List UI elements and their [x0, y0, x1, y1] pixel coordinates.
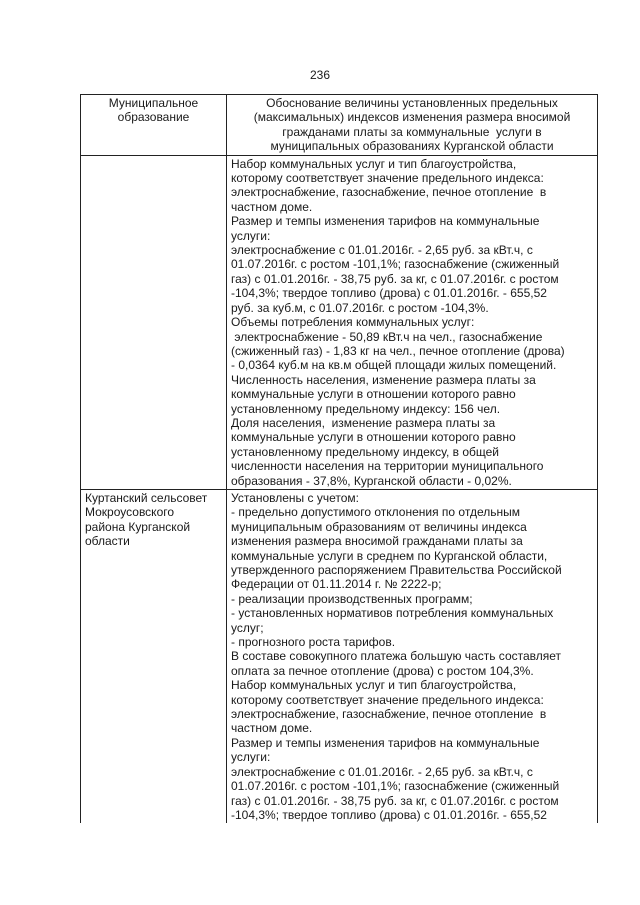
text-line: Установлены с учетом:: [231, 490, 359, 505]
text-line: коммунальные услуги в отношении которого равно: [231, 430, 516, 445]
row2-municipality: [81, 489, 227, 823]
text-line: электроснабжение, газоснабжение, печное отопление в: [231, 185, 547, 200]
text-line: изменения размера вносимой гражданами платы за: [231, 534, 523, 549]
municipality-line: области: [85, 534, 130, 549]
text-line: - установленных нормативов потребления коммунальных: [231, 606, 554, 621]
text-line: Размер и темпы изменения тарифов на коммунальные: [231, 735, 540, 750]
header-line: муниципальных образованиях Курганской области: [270, 139, 554, 154]
text-line: (сжиженный газ) - 1,83 кг на чел., печное отопление (дрова): [231, 343, 565, 358]
municipality-line: района Курганской: [85, 519, 191, 534]
text-line: численности населения на территории муниципального: [231, 459, 544, 474]
text-line: установленному предельному индексу, в общей: [231, 444, 499, 459]
text-line: образования - 37,8%, Курганской области - 0,02%.: [231, 473, 512, 488]
text-line: 01.07.2016г. с ростом -101,1%; газоснабжение (сжиженный: [231, 257, 560, 272]
text-line: 01.07.2016г. с ростом -101,1%; газоснабжение (сжиженный: [231, 779, 560, 794]
text-line: утвержденного распоряжением Правительства Российской: [231, 563, 562, 577]
text-line: услуг;: [231, 620, 264, 635]
page-number: 236: [309, 68, 331, 82]
text-line: которому соответствует значение предельного индекса:: [231, 692, 544, 707]
table-row: [81, 489, 598, 823]
text-line: Доля населения, изменение размера платы за: [231, 415, 496, 430]
text-line: -104,3%; твердое топливо (дрова) с 01.01.2016г. - 655,52: [231, 286, 547, 301]
text-line: электроснабжение, газоснабжение, печное отопление в: [231, 707, 547, 722]
text-line: Численность населения, изменение размера платы за: [231, 372, 536, 387]
table-header-row: [81, 95, 598, 156]
text-line: оплата за печное отопление (дрова) с ростом 104,3%.: [231, 663, 534, 678]
header-municipality-text: Муниципальное образование: [108, 96, 199, 125]
text-line: Набор коммунальных услуг и тип благоустройства,: [231, 156, 517, 171]
table-row: [81, 155, 598, 489]
text-line: частном доме.: [231, 721, 313, 736]
text-line: услуги:: [231, 750, 271, 765]
text-line: руб. за куб.м, с 01.07.2016г. с ростом -104,3%.: [231, 300, 489, 315]
header-municipality: [81, 95, 227, 156]
text-line: электроснабжение с 01.01.2016г. - 2,65 руб. за кВт.ч, с: [231, 764, 533, 779]
row1-municipality: [81, 155, 227, 489]
text-line: Набор коммунальных услуг и тип благоустройства,: [231, 678, 517, 693]
header-line: Обоснование величины установленных предельных: [266, 96, 558, 110]
header-line: (максимальных) индексов изменения размера вносимой: [253, 110, 571, 125]
text-line: В составе совокупного платежа большую часть составляет: [231, 649, 562, 664]
text-line: газ) с 01.01.2016г. - 38,75 руб. за кг, с 01.07.2016г. с ростом: [231, 271, 559, 286]
text-line: - 0,0364 куб.м на кв.м общей площади жилых помещений.: [231, 358, 557, 373]
text-line: Размер и темпы изменения тарифов на коммунальные: [231, 214, 540, 229]
row2-justification: [227, 489, 598, 823]
text-line: газ) с 01.01.2016г. - 38,75 руб. за кг, с 01.07.2016г. с ростом: [231, 793, 559, 808]
text-line: муниципальным образованиям от величины индекса: [231, 519, 527, 534]
municipality-line: Куртанский сельсовет: [85, 490, 208, 505]
text-line: коммунальные услуги в отношении которого равно: [231, 387, 516, 402]
text-line: которому соответствует значение предельного индекса:: [231, 171, 544, 186]
text-line: -104,3%; твердое топливо (дрова) с 01.01.2016г. - 655,52: [231, 807, 547, 822]
row1-justification: [227, 155, 598, 489]
text-line: установленному предельному индексу: 156 чел.: [231, 401, 501, 416]
text-line: электроснабжение - 50,89 кВт.ч на чел., газоснабжение: [231, 329, 543, 344]
text-line: коммунальные услуги в среднем по Курганской области,: [231, 548, 548, 563]
header-line: гражданами платы за коммунальные услуги в: [282, 124, 542, 139]
text-line: Федерации от 01.11.2014 г. № 2222-р;: [231, 577, 442, 592]
municipality-line: Мокроусовского: [85, 505, 175, 520]
text-line: Объемы потребления коммунальных услуг:: [231, 315, 475, 330]
text-line: - прогнозного роста тарифов.: [231, 635, 396, 650]
justification-table: [80, 94, 598, 823]
header-justification: [227, 95, 598, 156]
text-line: электроснабжение с 01.01.2016г. - 2,65 руб. за кВт.ч, с: [231, 243, 533, 258]
text-line: частном доме.: [231, 199, 313, 214]
text-line: - реализации производственных программ;: [231, 591, 473, 606]
text-line: - предельно допустимого отклонения по отдельным: [231, 505, 520, 520]
text-line: услуги:: [231, 228, 271, 243]
